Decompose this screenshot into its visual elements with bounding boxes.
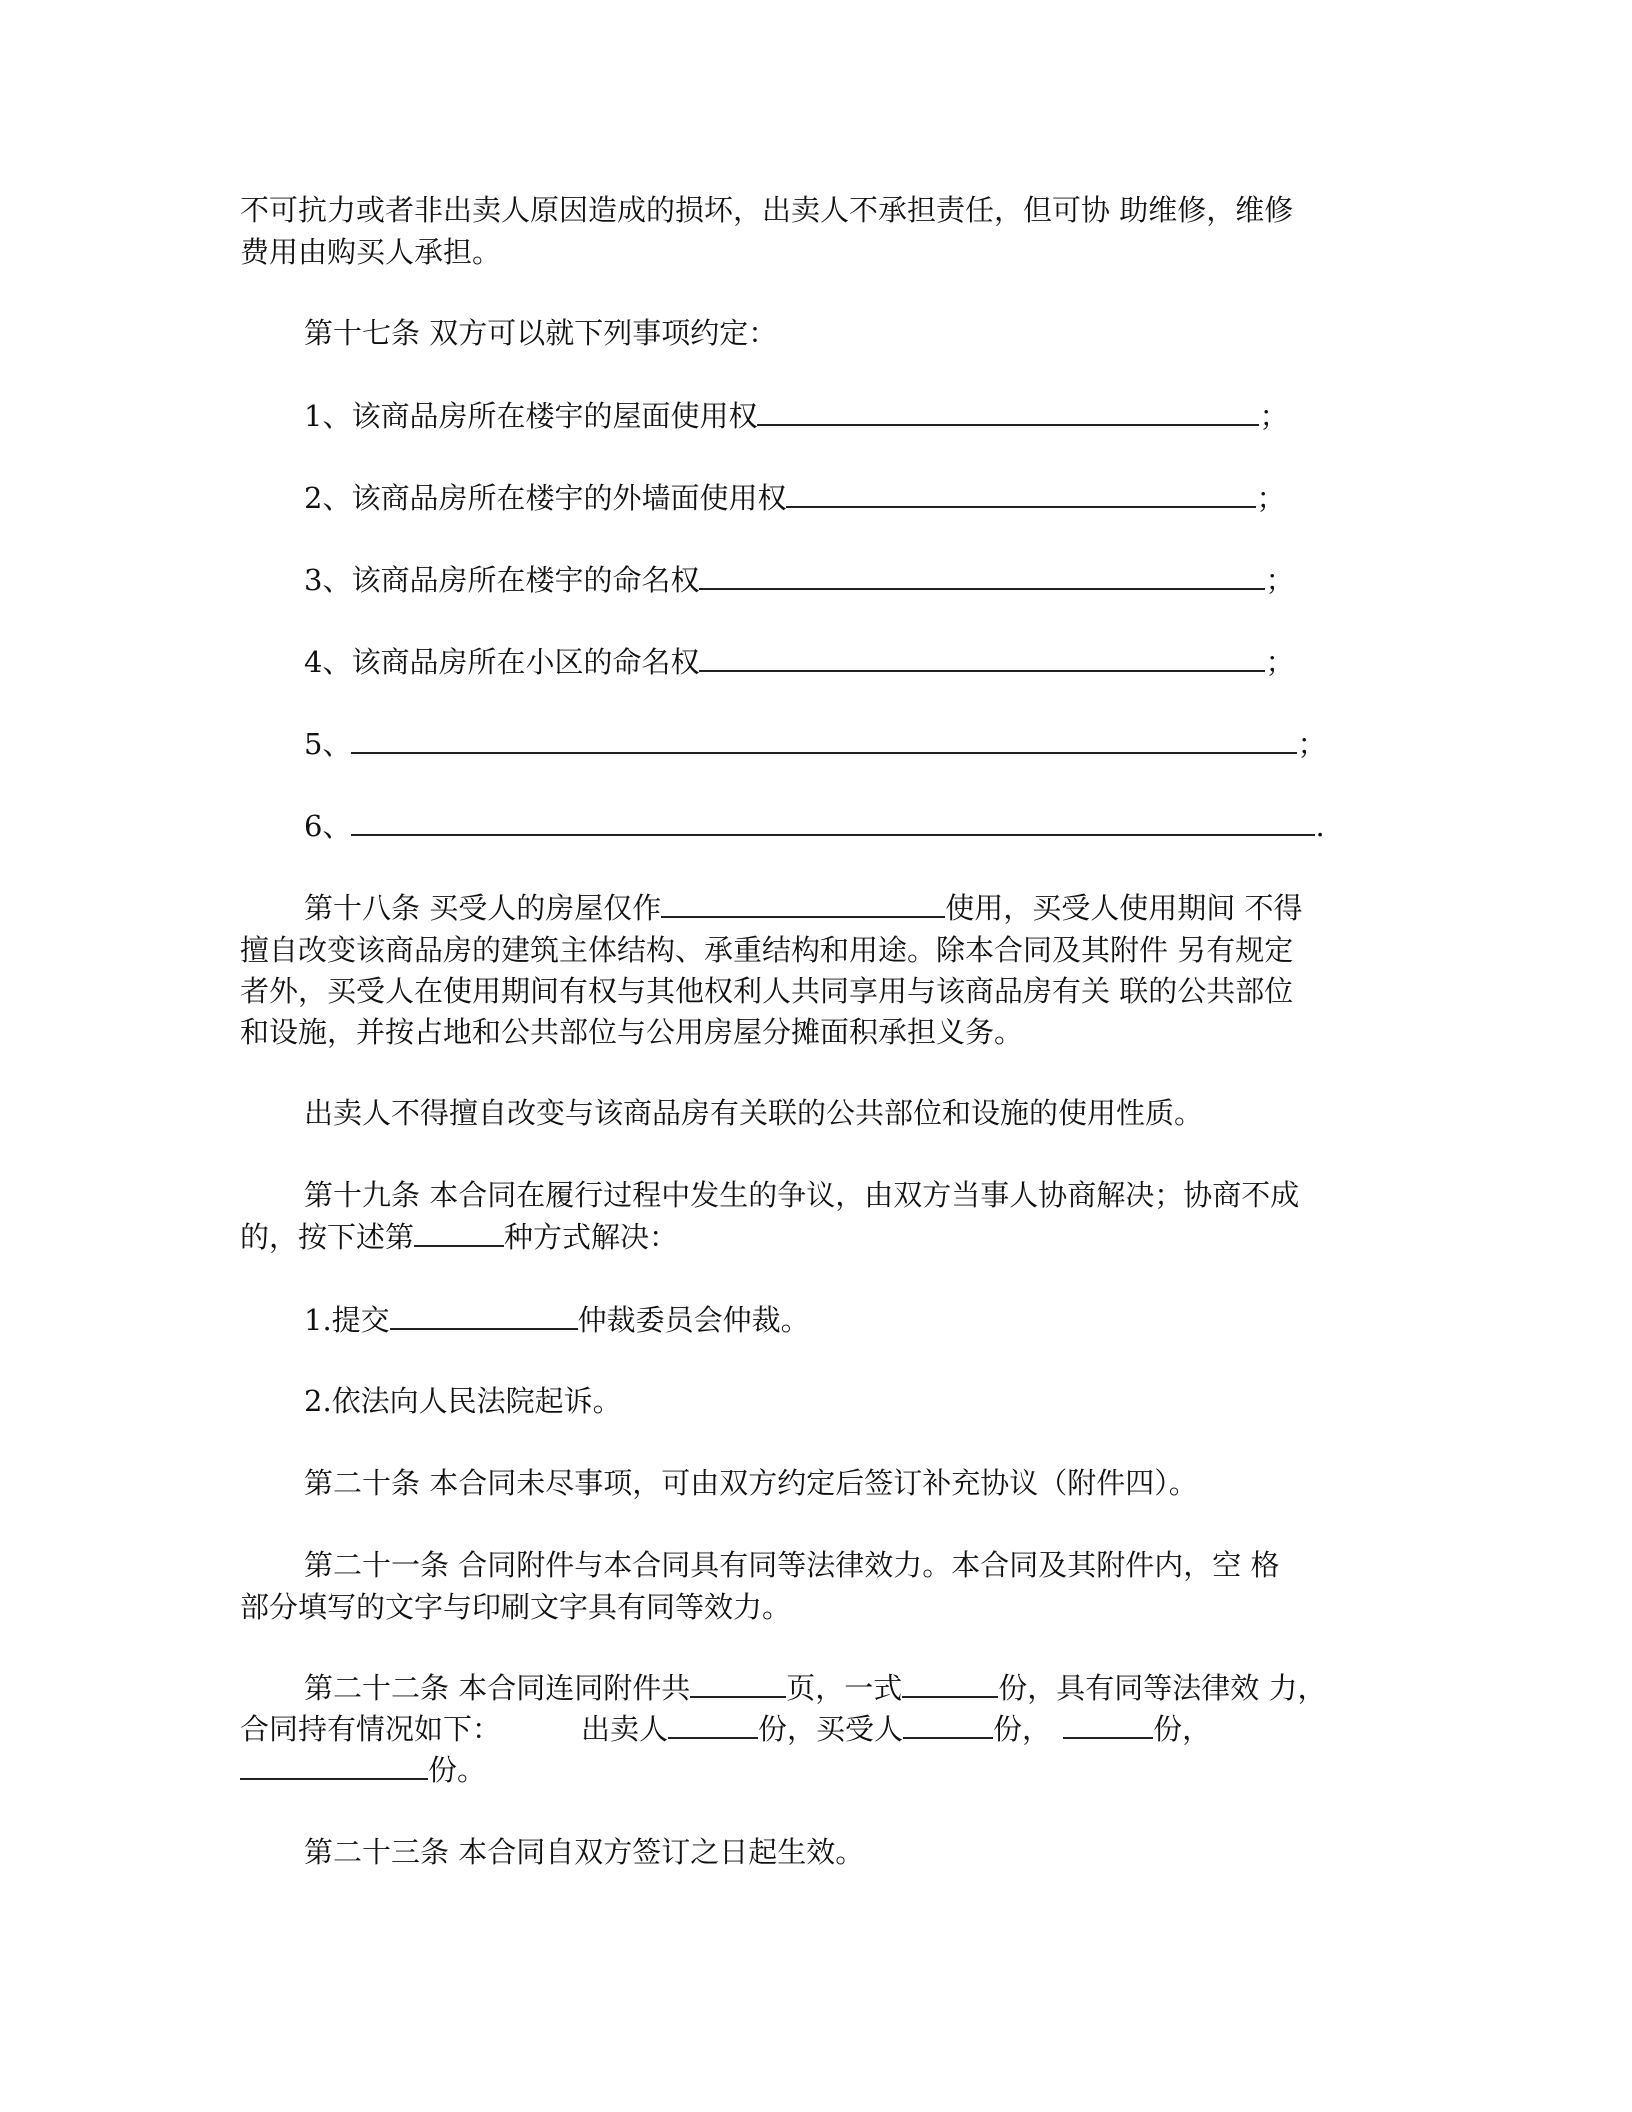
text: 第二十一条 合同附件与本合同具有同等法律效力。本合同及其附件内，空 格 bbox=[304, 1548, 1280, 1582]
item-label: 5、 bbox=[304, 727, 352, 761]
blank-fill-line[interactable] bbox=[351, 724, 1297, 754]
article-20 bbox=[304, 1463, 1454, 1504]
text: 第二十二条 本合同连同附件共 bbox=[304, 1671, 691, 1705]
text: 不可抗力或者非出卖人原因造成的损坏，出卖人不承担责任，但可协 助维修，维修 bbox=[240, 193, 1294, 227]
text: 仲裁委员会仲裁。 bbox=[577, 1303, 810, 1337]
item-end: ； bbox=[1256, 481, 1286, 515]
blank-fill-line[interactable] bbox=[1063, 1709, 1153, 1739]
text: 者外，买受人在使用期间有权与其他权利人共同享用与该商品房有关 联的公共部位 bbox=[240, 974, 1294, 1008]
article-21-line bbox=[240, 1587, 1390, 1628]
article-18-line bbox=[304, 888, 1454, 929]
blank-fill-line[interactable] bbox=[390, 1300, 578, 1330]
list-item bbox=[304, 560, 1454, 601]
text: 页，一式 bbox=[786, 1671, 903, 1705]
text: 第二十条 本合同未尽事项，可由双方约定后签订补充协议（附件四）。 bbox=[304, 1466, 1198, 1500]
text: 擅自改变该商品房的建筑主体结构、承重结构和用途。除本合同及其附件 另有规定 bbox=[240, 933, 1294, 967]
list-item bbox=[304, 396, 1454, 437]
item-end: ； bbox=[1297, 727, 1327, 761]
article-22-line bbox=[304, 1668, 1454, 1709]
article-18-line bbox=[240, 1012, 1390, 1053]
article-19-line bbox=[240, 1217, 1390, 1258]
option-2 bbox=[304, 1381, 1454, 1422]
article-18-line bbox=[240, 930, 1384, 971]
list-item bbox=[304, 806, 1454, 847]
text: 费用由购买人承担。 bbox=[240, 235, 502, 269]
text: 第十八条 买受人的房屋仅作 bbox=[304, 891, 662, 925]
text: 使用，买受人使用期间 不得 bbox=[945, 891, 1303, 925]
article-22-line bbox=[240, 1750, 1390, 1791]
item-label: 1、该商品房所在楼宇的屋面使用权 bbox=[304, 399, 758, 433]
paragraph-line bbox=[240, 190, 1384, 231]
text: 1.提交 bbox=[304, 1303, 390, 1337]
blank-fill-line[interactable] bbox=[690, 1668, 786, 1698]
article-19-line bbox=[304, 1175, 1384, 1216]
blank-fill-line[interactable] bbox=[668, 1709, 758, 1739]
text: 出卖人 bbox=[581, 1712, 669, 1746]
article-23 bbox=[304, 1832, 1454, 1873]
text: 份，买受人 bbox=[758, 1712, 904, 1746]
article-17-heading bbox=[304, 313, 1454, 354]
text: 份， bbox=[993, 1712, 1052, 1746]
blank-fill-line[interactable] bbox=[414, 1217, 504, 1247]
item-end: ； bbox=[1265, 645, 1295, 679]
paragraph-line bbox=[240, 232, 1390, 273]
blank-fill-line[interactable] bbox=[757, 396, 1259, 426]
text: 第十九条 本合同在履行过程中发生的争议，由双方当事人协商解决；协商不成 bbox=[304, 1178, 1300, 1212]
text: 合同持有情况如下： bbox=[240, 1712, 502, 1746]
item-end: ； bbox=[1265, 563, 1295, 597]
item-end: . bbox=[1315, 809, 1325, 843]
blank-fill-line[interactable] bbox=[786, 478, 1256, 508]
list-item bbox=[304, 642, 1454, 683]
blank-fill-line[interactable] bbox=[699, 642, 1265, 672]
text: 2.依法向人民法院起诉。 bbox=[304, 1384, 622, 1418]
text: 种方式解决： bbox=[504, 1220, 679, 1254]
item-label: 4、该商品房所在小区的命名权 bbox=[304, 645, 700, 679]
text: 份。 bbox=[428, 1753, 487, 1787]
blank-fill-line[interactable] bbox=[699, 560, 1265, 590]
text: 的，按下述第 bbox=[240, 1220, 415, 1254]
blank-fill-line[interactable] bbox=[661, 888, 945, 918]
blank-fill-line[interactable] bbox=[240, 1750, 428, 1780]
seller-note bbox=[304, 1093, 1454, 1134]
text: 和设施，并按占地和公共部位与公用房屋分摊面积承担义务。 bbox=[240, 1015, 1024, 1049]
item-label: 2、该商品房所在楼宇的外墙面使用权 bbox=[304, 481, 787, 515]
option-1 bbox=[304, 1300, 1454, 1341]
list-item bbox=[304, 724, 1454, 765]
item-label: 3、该商品房所在楼宇的命名权 bbox=[304, 563, 700, 597]
text: 出卖人不得擅自改变与该商品房有关联的公共部位和设施的使用性质。 bbox=[304, 1096, 1204, 1130]
text: 第二十三条 本合同自双方签订之日起生效。 bbox=[304, 1835, 865, 1869]
item-end: ； bbox=[1259, 399, 1289, 433]
blank-fill-line[interactable] bbox=[902, 1668, 998, 1698]
list-item bbox=[304, 478, 1454, 519]
text: 份， bbox=[1153, 1712, 1212, 1746]
article-21-line bbox=[304, 1545, 1384, 1586]
text: 部分填写的文字与印刷文字具有同等效力。 bbox=[240, 1590, 792, 1624]
article-18-line bbox=[240, 971, 1384, 1012]
blank-fill-line[interactable] bbox=[351, 806, 1315, 836]
article-22-line bbox=[240, 1709, 1390, 1750]
item-label: 6、 bbox=[304, 809, 352, 843]
text: 第十七条 双方可以就下列事项约定： bbox=[304, 316, 778, 350]
text: 份，具有同等法律效 力， bbox=[998, 1671, 1327, 1705]
blank-fill-line[interactable] bbox=[903, 1709, 993, 1739]
